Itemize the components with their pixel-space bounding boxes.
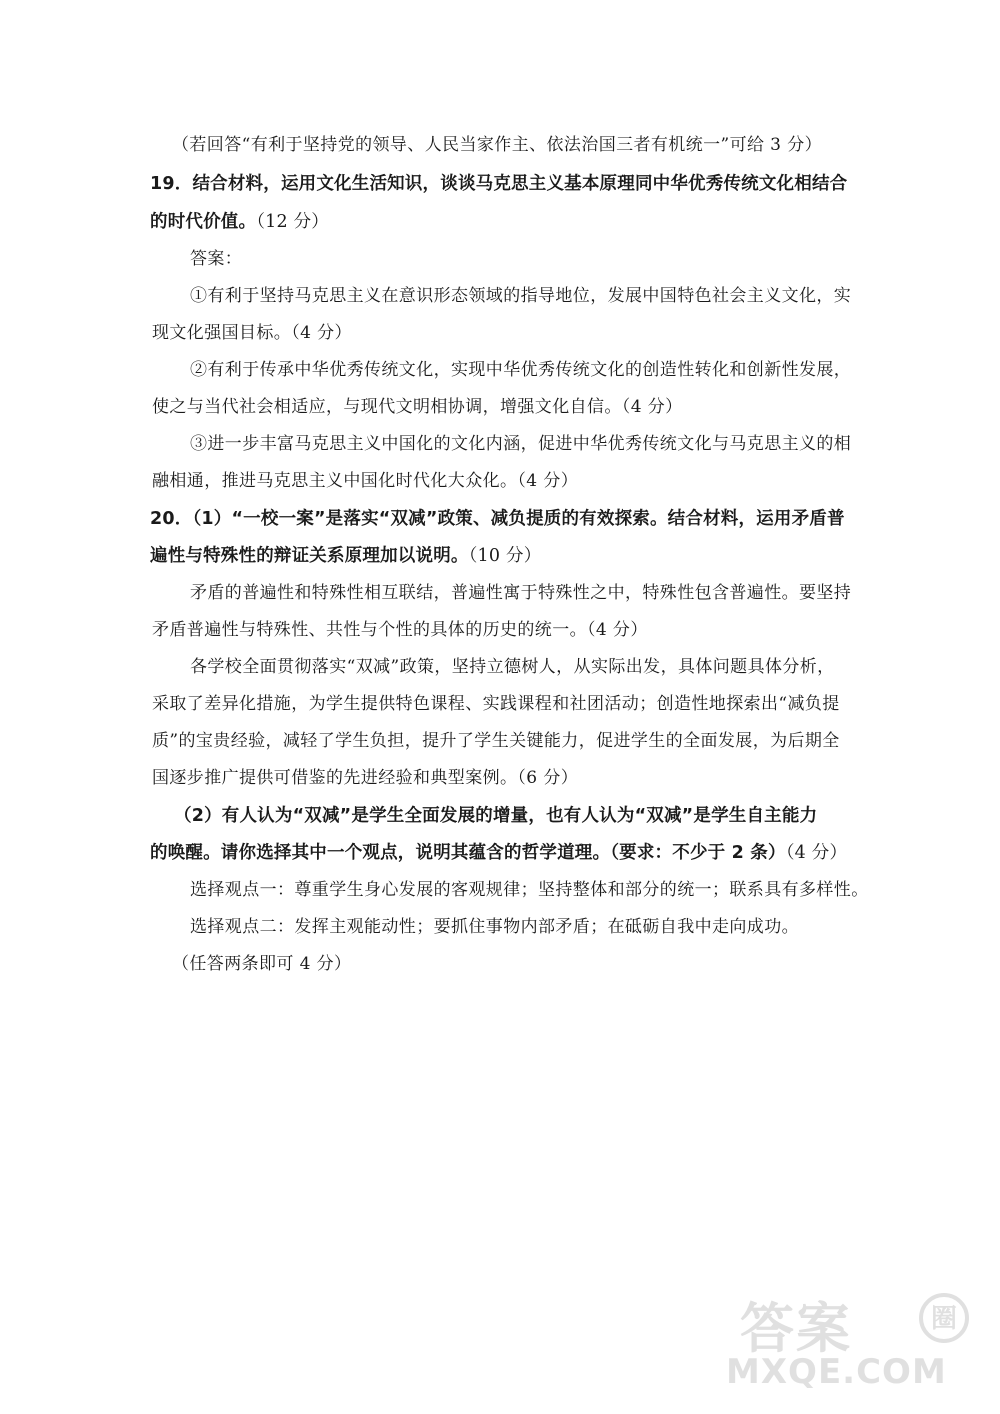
q20-part2-note: （任答两条即可 4 分） xyxy=(172,954,352,974)
q19-answer1-line2: 现文化强国目标。（4 分） xyxy=(152,323,352,343)
q20-part1-answer1-line1: 矛盾的普遍性和特殊性相互联结，普遍性寓于特殊性之中，特殊性包含普遍性。要坚持 xyxy=(190,583,852,603)
q20-part2-answer2: 选择观点二：发挥主观能动性；要抓住事物内部矛盾；在砥砺自我中走向成功。 xyxy=(190,917,799,937)
seal-icon xyxy=(918,1292,970,1344)
watermark-cn-text: 答案 xyxy=(740,1297,852,1360)
q20-part1-score: （10 分） xyxy=(468,546,542,566)
q19-answer2-line1: ②有利于传承中华优秀传统文化，实现中华优秀传统文化的创造性转化和创新性发展， xyxy=(190,360,852,380)
q20-part1-prompt-line1: 20．（1）“一校一案”是落实“双减”政策、减负提质的有效探索。结合材料，运用矛盾普 xyxy=(150,509,845,529)
q20-part1-answer2-line2: 采取了差异化措施，为学生提供特色课程、实践课程和社团活动；创造性地探索出“减负提 xyxy=(152,694,840,714)
q20-part1-answer2-line4: 国逐步推广提供可借鉴的先进经验和典型案例。（6 分） xyxy=(152,768,579,788)
q20-part1-answer1-line2: 矛盾普遍性与特殊性、共性与个性的具体的历史的统一。（4 分） xyxy=(152,620,648,640)
site-watermark xyxy=(720,1286,970,1396)
q19-prompt-text: 的时代价值。 xyxy=(150,212,257,232)
watermark-seal-text: 圈 xyxy=(930,1304,958,1334)
q19-answer3-line2: 融相通，推进马克思主义中国化时代化大众化。（4 分） xyxy=(152,471,579,491)
q20-part1-prompt-text: 遍性与特殊性的辩证关系原理加以说明。 xyxy=(150,546,469,566)
watermark-url-text: MXQE.COM xyxy=(726,1352,947,1392)
q20-part2-prompt-line1: （2）有人认为“双减”是学生全面发展的增量，也有人认为“双减”是学生自主能力 xyxy=(174,806,818,826)
q19-prompt-line1: 19．结合材料，运用文化生活知识，谈谈马克思主义基本原理同中华优秀传统文化相结合 xyxy=(150,174,848,194)
q20-part2-answer1: 选择观点一：尊重学生身心发展的客观规律；坚持整体和部分的统一；联系具有多样性。 xyxy=(190,880,869,900)
q20-part2-prompt-line2 xyxy=(150,840,847,866)
q18-scoring-note: （若回答“有利于坚持党的领导、人民当家作主、依法治国三者有机统一”可给 3 分） xyxy=(172,135,823,155)
q19-answer1-line1: ①有利于坚持马克思主义在意识形态领域的指导地位，发展中国特色社会主义文化，实 xyxy=(190,286,852,306)
q20-part1-prompt-line2 xyxy=(150,543,541,569)
q19-score: （12 分） xyxy=(256,212,329,232)
q20-part1-answer2-line3: 质”的宝贵经验，减轻了学生负担，提升了学生关键能力，促进学生的全面发展，为后期全 xyxy=(152,731,840,751)
q20-part2-score: （4 分） xyxy=(785,843,848,863)
q20-part2-prompt-text: 的唤醒。请你选择其中一个观点，说明其蕴含的哲学道理。（要求：不少于 2 条） xyxy=(150,843,786,863)
q19-answer-label: 答案： xyxy=(190,249,243,269)
q19-answer2-line2: 使之与当代社会相适应，与现代文明相协调，增强文化自信。（4 分） xyxy=(152,397,683,417)
q20-part1-answer2-line1: 各学校全面贯彻落实“双减”政策，坚持立德树人，从实际出发，具体问题具体分析， xyxy=(190,657,835,677)
q19-answer3-line1: ③进一步丰富马克思主义中国化的文化内涵，促进中华优秀传统文化与马克思主义的相 xyxy=(190,434,852,454)
q19-prompt-line2 xyxy=(150,209,329,235)
